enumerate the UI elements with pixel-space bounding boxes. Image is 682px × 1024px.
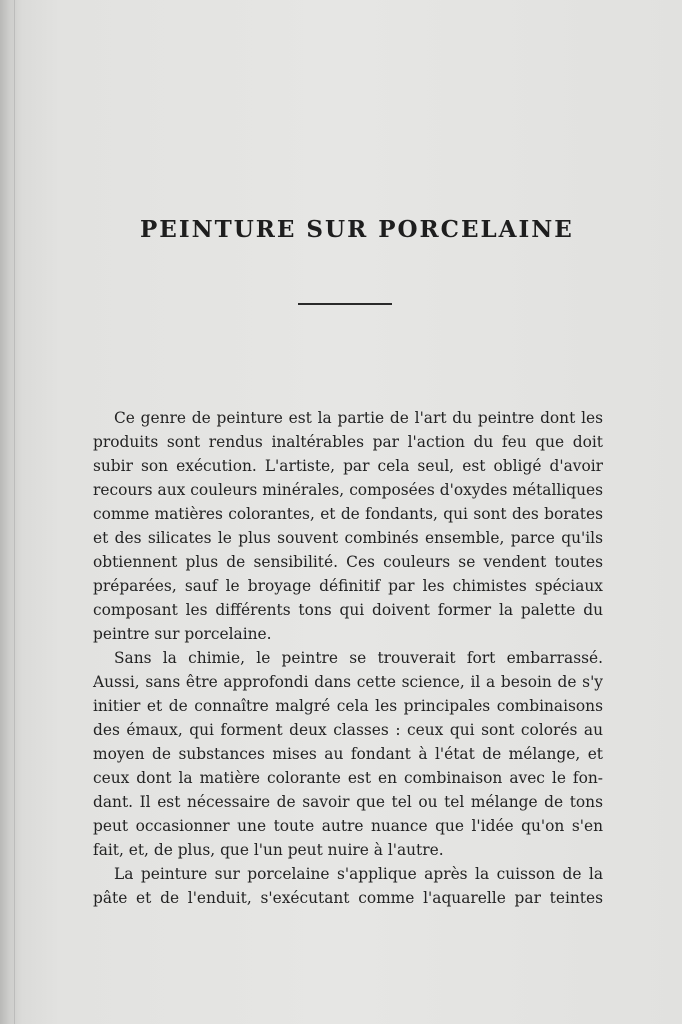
- text-line: Ce genre de peinture est la partie de l'art du peintre dont les: [114, 409, 603, 427]
- text-line: composant les différents tons qui doivent former la palette du: [93, 601, 603, 619]
- text-line: dant. Il est nécessaire de savoir que tel ou tel mélange de tons: [93, 793, 603, 811]
- text-line: et des silicates le plus souvent combinés ensemble, parce qu'ils: [93, 529, 603, 547]
- page-gutter: [0, 0, 22, 1024]
- text-line: des émaux, qui forment deux classes : ceux qui sont colorés au: [93, 721, 603, 739]
- text-line: comme matières colorantes, et de fondants, qui sont des borates: [93, 505, 603, 523]
- text-line: Aussi, sans être approfondi dans cette science, il a besoin de s'y: [93, 673, 603, 691]
- text-line: ceux dont la matière colorante est en combinaison avec le fon-: [93, 769, 603, 787]
- paragraph-3: [93, 862, 603, 910]
- text-line: préparées, sauf le broyage définitif par les chimistes spéciaux: [93, 577, 603, 595]
- text-line: produits sont rendus inaltérables par l'action du feu que doit: [93, 433, 603, 451]
- paragraph-1: [93, 406, 603, 646]
- text-line: peintre sur porcelaine.: [93, 625, 272, 643]
- text-line: recours aux couleurs minérales, composées d'oxydes métalliques: [93, 481, 603, 499]
- text-line: La peinture sur porcelaine s'applique après la cuisson de la: [114, 865, 603, 883]
- text-line: pâte et de l'enduit, s'exécutant comme l'aquarelle par teintes: [93, 889, 603, 907]
- text-line: obtiennent plus de sensibilité. Ces couleurs se vendent toutes: [93, 553, 603, 571]
- text-line: subir son exécution. L'artiste, par cela seul, est obligé d'avoir: [93, 457, 603, 475]
- text-line: initier et de connaître malgré cela les principales combinaisons: [93, 697, 603, 715]
- text-line: fait, et, de plus, que l'un peut nuire à l'autre.: [93, 841, 444, 859]
- text-line: Sans la chimie, le peintre se trouverait fort embarrassé.: [114, 649, 603, 667]
- title-divider: [298, 303, 392, 305]
- text-line: peut occasionner une toute autre nuance que l'idée qu'on s'en: [93, 817, 603, 835]
- paragraph-2: [93, 646, 603, 862]
- page-edge: [14, 0, 15, 1024]
- page-title: PEINTURE SUR PORCELAINE: [140, 216, 574, 243]
- text-line: moyen de substances mises au fondant à l'état de mélange, et: [93, 745, 603, 763]
- body-text: [93, 406, 603, 910]
